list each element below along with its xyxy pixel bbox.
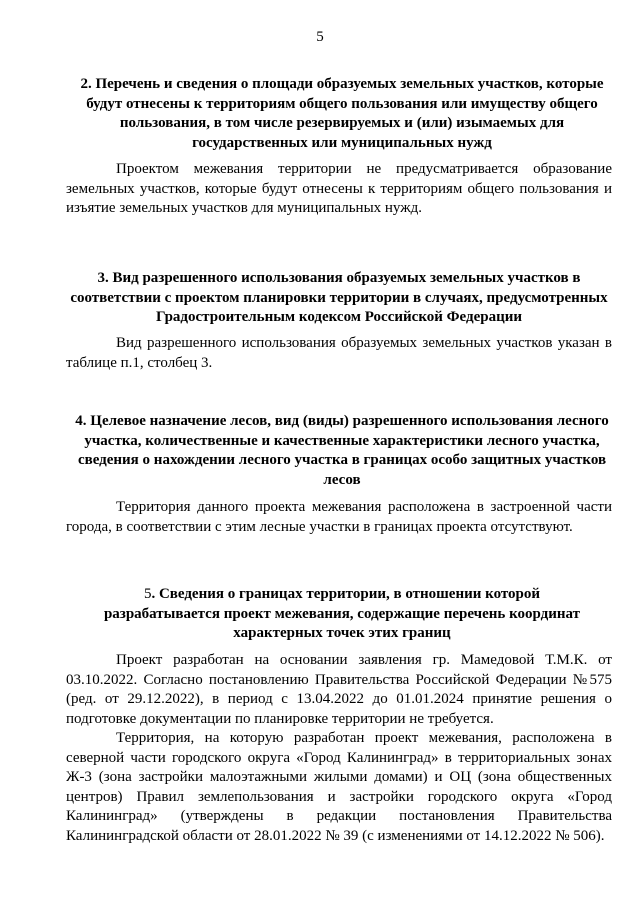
section-4-heading: 4. Целевое назначение лесов, вид (виды) разрешенного использования лесного участка, количественные и качественные характеристики лесного участка, сведения о нахождении лесного участка в границах особо защитных участков лесов [75, 413, 609, 488]
section-5-paragraph-2: Территория, на которую разработан проект межевания, расположена в северной части городского округа «Город Калининград» в территориальных зонах Ж-3 (зона застройки малоэтажными жилыми домами) и ОЦ (зона общественных центров) Правил землепользования и застройки городского округа «Город Калининград» (утверждены в редакции постановления Правительства Калининградской области от 28.01.2022 № 39 (с изменениями от 14.12.2022 № 506). [66, 730, 612, 844]
section-5-heading [92, 585, 592, 644]
page-number: 5 [316, 29, 324, 45]
section-3-paragraph: Вид разрешенного использования образуемых земельных участков указан в таблице п.1, столбец 3. [66, 335, 612, 371]
section-2-heading: 2. Перечень и сведения о площади образуемых земельных участков, которые будут отнесены к территориям общего пользования или имуществу общего пользования, в том числе резервируемых и (или) изымаемых для государственных или муниципальных нужд [80, 76, 604, 151]
section-5-title: . Сведения о границах территории, в отношении которой разрабатывается проект межевания, содержащие перечень координат характерных точек этих границ [103, 586, 581, 642]
section-3-heading: 3. Вид разрешенного использования образуемых земельных участков в соответствии с проектом планировки территории в случаях, предусмотренных Градостроительным кодексом Российской Федерации [70, 270, 608, 326]
section-5-paragraph-1: Проект разработан на основании заявления гр. Мамедовой Т.М.К. от 03.10.2022. Согласно постановлению Правительства Российской Федерации №575 (ред. от 29.12.2022), в период с 13.04.2022 до 01.01.2024 принятие решения о подготовке документации по планировке территории не требуется. [66, 652, 612, 727]
section-2-paragraph: Проектом межевания территории не предусматривается образование земельных участков, которые будут отнесены к территориям общего пользования и изъятие земельных участков для муниципальных нужд. [66, 161, 612, 217]
section-4-paragraph: Территория данного проекта межевания расположена в застроенной части города, в соответствии с этим лесные участки в границах проекта отсутствуют. [66, 499, 612, 535]
section-5-number: 5 [143, 586, 152, 602]
